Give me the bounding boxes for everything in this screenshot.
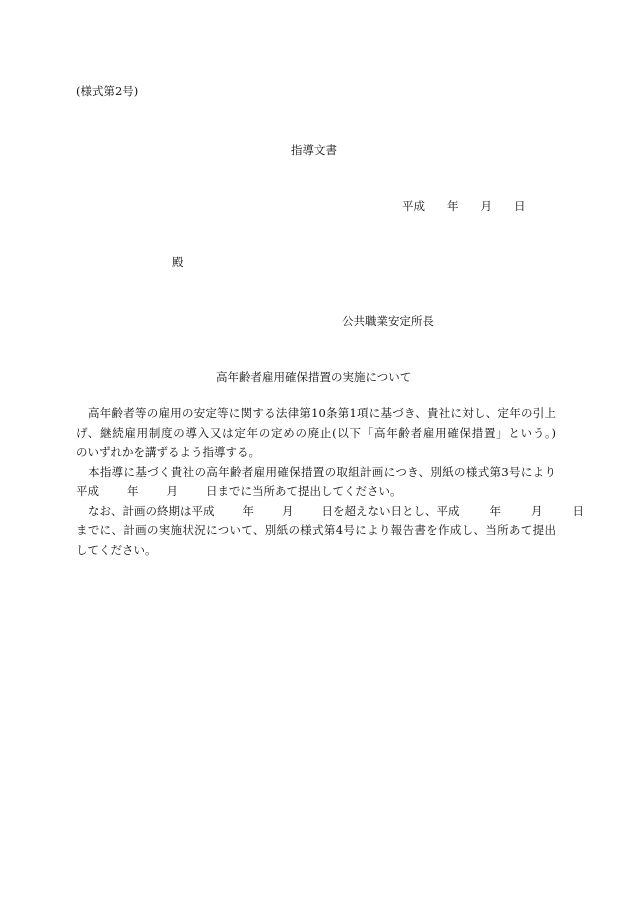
paragraph-2-line-2 — [76, 482, 556, 502]
date-year: 年 — [447, 199, 459, 213]
p3-year2: 年 — [489, 503, 501, 518]
p3-month2: 月 — [531, 503, 543, 518]
paragraph-3-line-1 — [76, 502, 584, 522]
paragraph-1-line-3: のいずれかを講ずるよう指導する。 — [76, 445, 260, 459]
date-line — [402, 198, 526, 214]
addressee: 殿 — [172, 255, 184, 269]
p2-month: 月 — [166, 484, 178, 498]
form-number: (様式第2号) — [76, 84, 139, 98]
date-month: 月 — [480, 199, 492, 213]
p2-year: 年 — [127, 484, 139, 498]
paragraph-1-line-1: 高年齢者等の雇用の安定等に関する法律第10条第1項に基づき、貴社に対し、定年の引上 — [88, 406, 556, 420]
p3-day2: 日 — [572, 503, 584, 518]
paragraph-3-line-2: までに、計画の実施状況について、別紙の様式第4号により報告書を作成し、当所あて提出 — [76, 523, 556, 537]
date-day: 日 — [514, 199, 526, 213]
date-era: 平成 — [402, 199, 425, 213]
p2-rest: 日までに当所あて提出してください。 — [206, 484, 402, 498]
sender: 公共職業安定所長 — [342, 314, 434, 328]
p3-b: 日を超えない日とし、平成 — [321, 503, 460, 518]
p2-era: 平成 — [76, 484, 99, 498]
p3-month: 月 — [282, 503, 294, 518]
paragraph-2-line-1: 本指導に基づく貴社の高年齢者雇用確保措置の取組計画につき、別紙の様式第3号により — [88, 464, 556, 479]
p3-a: なお、計画の終期は平成 — [88, 503, 215, 518]
p3-year: 年 — [242, 503, 254, 518]
paragraph-1-line-2: げ、継続雇用制度の導入又は定年の定めの廃止(以下「高年齢者雇用確保措置」という。) — [76, 425, 556, 440]
body-text — [76, 404, 584, 560]
paragraph-3-line-3: してください。 — [76, 542, 157, 557]
subject-line: 高年齢者雇用確保措置の実施について — [216, 370, 412, 384]
document-title: 指導文書 — [291, 143, 337, 157]
